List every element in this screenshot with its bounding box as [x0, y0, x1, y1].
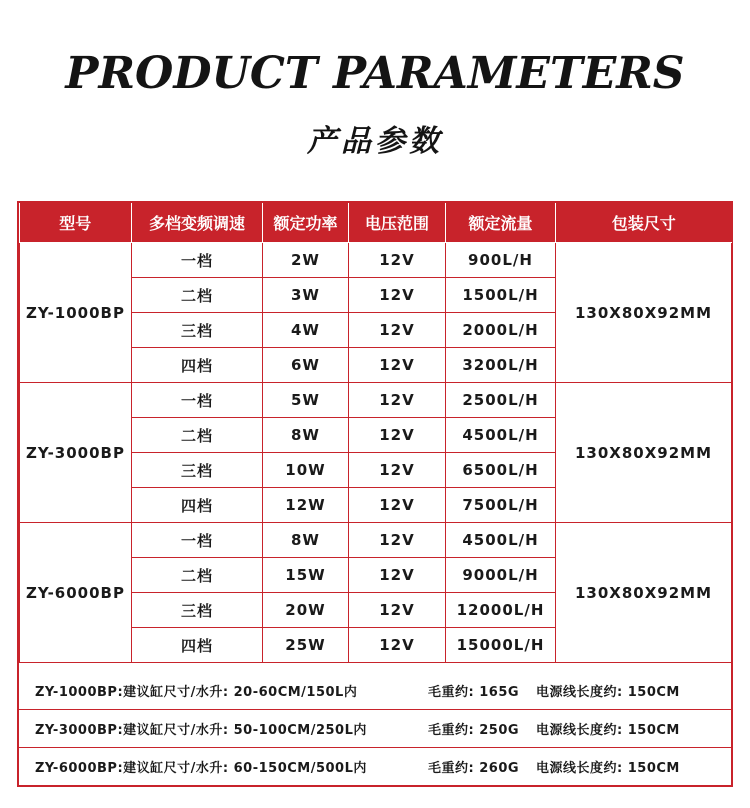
voltage-cell: 12V — [349, 523, 446, 558]
note-cable-length: 电源线长度约: 150CM — [536, 723, 680, 738]
package-cell: 130X80X92MM — [556, 383, 732, 523]
flow-cell: 2000L/H — [446, 313, 556, 348]
voltage-cell: 12V — [349, 313, 446, 348]
column-header-flow: 额定流量 — [446, 203, 556, 243]
power-cell: 8W — [263, 523, 349, 558]
page-subtitle: 产品参数 — [307, 124, 443, 159]
voltage-cell: 12V — [349, 383, 446, 418]
level-cell: 四档 — [132, 488, 263, 523]
voltage-cell: 12V — [349, 558, 446, 593]
voltage-cell: 12V — [349, 418, 446, 453]
flow-cell: 6500L/H — [446, 453, 556, 488]
flow-cell: 7500L/H — [446, 488, 556, 523]
voltage-cell: 12V — [349, 243, 446, 278]
voltage-cell: 12V — [349, 488, 446, 523]
note-tank-size: ZY-3000BP:建议缸尺寸/水升: 50-100CM/250L内 — [35, 723, 367, 738]
level-cell: 二档 — [132, 558, 263, 593]
power-cell: 3W — [263, 278, 349, 313]
flow-cell: 4500L/H — [446, 523, 556, 558]
page-title: PRODUCT PARAMETERS — [65, 48, 685, 99]
flow-cell: 3200L/H — [446, 348, 556, 383]
power-cell: 8W — [263, 418, 349, 453]
model-cell: ZY-3000BP — [20, 383, 132, 523]
level-cell: 一档 — [132, 383, 263, 418]
power-cell: 20W — [263, 593, 349, 628]
table-row — [20, 523, 732, 558]
flow-cell: 12000L/H — [446, 593, 556, 628]
level-cell: 二档 — [132, 278, 263, 313]
level-cell: 四档 — [132, 348, 263, 383]
note-tank-size: ZY-1000BP:建议缸尺寸/水升: 20-60CM/150L内 — [35, 684, 358, 700]
package-cell: 130X80X92MM — [556, 243, 732, 383]
note-gross-weight: 毛重约: 260G — [428, 761, 520, 776]
table-header-row — [20, 203, 732, 243]
note-cable-length: 电源线长度约: 150CM — [536, 684, 680, 700]
level-cell: 一档 — [132, 243, 263, 278]
column-header-package: 包装尺寸 — [556, 203, 732, 243]
note-gross-weight: 毛重约: 165G — [428, 684, 520, 700]
power-cell: 25W — [263, 628, 349, 663]
flow-cell: 1500L/H — [446, 278, 556, 313]
voltage-cell: 12V — [349, 453, 446, 488]
voltage-cell: 12V — [349, 278, 446, 313]
power-cell: 10W — [263, 453, 349, 488]
voltage-cell: 12V — [349, 593, 446, 628]
column-header-voltage: 电压范围 — [349, 203, 446, 243]
level-cell: 三档 — [132, 313, 263, 348]
power-cell: 12W — [263, 488, 349, 523]
column-header-speed-level: 多档变频调速 — [132, 203, 263, 243]
note-gross-weight: 毛重约: 250G — [428, 723, 520, 738]
level-cell: 四档 — [132, 628, 263, 663]
note-row — [17, 709, 733, 747]
parameters-table — [19, 203, 732, 663]
table-row — [20, 383, 732, 418]
package-cell: 130X80X92MM — [556, 523, 732, 663]
flow-cell: 9000L/H — [446, 558, 556, 593]
model-cell: ZY-1000BP — [20, 243, 132, 383]
level-cell: 一档 — [132, 523, 263, 558]
power-cell: 6W — [263, 348, 349, 383]
voltage-cell: 12V — [349, 348, 446, 383]
flow-cell: 900L/H — [446, 243, 556, 278]
voltage-cell: 12V — [349, 628, 446, 663]
power-cell: 4W — [263, 313, 349, 348]
flow-cell: 4500L/H — [446, 418, 556, 453]
table-row — [20, 243, 732, 278]
note-row — [17, 671, 733, 709]
note-tank-size: ZY-6000BP:建议缸尺寸/水升: 60-150CM/500L内 — [35, 761, 367, 776]
column-header-power: 额定功率 — [263, 203, 349, 243]
model-cell: ZY-6000BP — [20, 523, 132, 663]
power-cell: 2W — [263, 243, 349, 278]
level-cell: 三档 — [132, 453, 263, 488]
flow-cell: 2500L/H — [446, 383, 556, 418]
note-cable-length: 电源线长度约: 150CM — [536, 761, 680, 776]
notes-section — [17, 671, 733, 785]
note-row — [17, 747, 733, 785]
power-cell: 15W — [263, 558, 349, 593]
column-header-model: 型号 — [20, 203, 132, 243]
level-cell: 二档 — [132, 418, 263, 453]
flow-cell: 15000L/H — [446, 628, 556, 663]
power-cell: 5W — [263, 383, 349, 418]
level-cell: 三档 — [132, 593, 263, 628]
